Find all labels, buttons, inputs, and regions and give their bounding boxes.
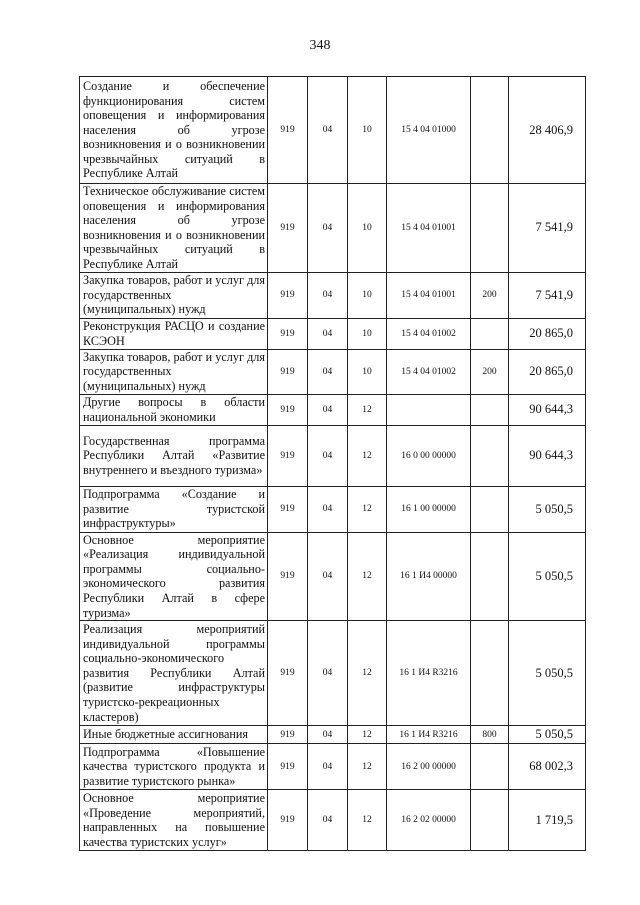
row-target-article: 16 1 И4 00000 xyxy=(387,532,471,621)
row-target-article: 15 4 04 01001 xyxy=(387,272,471,318)
row-grbs: 919 xyxy=(268,532,308,621)
row-sum: 28 406,9 xyxy=(509,77,586,184)
row-section: 04 xyxy=(308,790,348,851)
row-sum: 20 865,0 xyxy=(509,318,586,349)
row-section: 04 xyxy=(308,532,348,621)
row-subsection: 12 xyxy=(348,726,387,744)
row-sum: 5 050,5 xyxy=(509,726,586,744)
row-name: Закупка товаров, работ и услуг для государственных (муниципальных) нужд xyxy=(80,272,268,318)
row-subsection: 12 xyxy=(348,744,387,790)
table-row xyxy=(80,744,586,790)
row-name: Реконструкция РАСЦО и создание КСЭОН xyxy=(80,318,268,349)
table-row xyxy=(80,77,586,184)
row-target-article: 16 2 02 00000 xyxy=(387,790,471,851)
row-name: Закупка товаров, работ и услуг для государственных (муниципальных) нужд xyxy=(80,349,268,394)
row-subsection: 12 xyxy=(348,532,387,621)
row-subsection: 10 xyxy=(348,77,387,184)
row-name: Подпрограмма «Повышение качества туристского продукта и развитие туристского рынка» xyxy=(80,744,268,790)
row-name: Основное мероприятие «Проведение мероприятий, направленных на повышение качества туристских услуг» xyxy=(80,790,268,851)
row-section: 04 xyxy=(308,394,348,425)
row-expense-type xyxy=(471,77,509,184)
row-target-article: 15 4 04 01000 xyxy=(387,77,471,184)
row-sum: 5 050,5 xyxy=(509,486,586,532)
row-target-article: 16 1 00 00000 xyxy=(387,486,471,532)
row-target-article xyxy=(387,394,471,425)
table-row xyxy=(80,349,586,394)
budget-table xyxy=(79,76,586,851)
row-expense-type xyxy=(471,486,509,532)
table-row xyxy=(80,726,586,744)
row-name: Подпрограмма «Создание и развитие туристской инфраструктуры» xyxy=(80,486,268,532)
row-name: Создание и обеспечение функционирования систем оповещения и информирования населения об угрозе возникновения и о возникновении чрезвычайных ситуаций в Республике Алтай xyxy=(80,77,268,184)
table-row xyxy=(80,532,586,621)
row-expense-type xyxy=(471,394,509,425)
row-target-article: 15 4 04 01001 xyxy=(387,184,471,273)
row-name: Техническое обслуживание систем оповещения и информирования населения об угрозе возникновения и о возникновении чрезвычайных ситуаций в Республике Алтай xyxy=(80,184,268,273)
row-sum: 5 050,5 xyxy=(509,532,586,621)
table-row xyxy=(80,486,586,532)
row-subsection: 12 xyxy=(348,790,387,851)
row-section: 04 xyxy=(308,272,348,318)
row-expense-type xyxy=(471,532,509,621)
row-expense-type: 200 xyxy=(471,272,509,318)
row-subsection: 12 xyxy=(348,621,387,726)
row-name: Иные бюджетные ассигнования xyxy=(80,726,268,744)
row-sum: 90 644,3 xyxy=(509,425,586,486)
row-grbs: 919 xyxy=(268,318,308,349)
row-sum: 5 050,5 xyxy=(509,621,586,726)
row-sum: 1 719,5 xyxy=(509,790,586,851)
table-row xyxy=(80,318,586,349)
row-grbs: 919 xyxy=(268,272,308,318)
row-expense-type xyxy=(471,318,509,349)
row-name: Другие вопросы в области национальной экономики xyxy=(80,394,268,425)
row-sum: 90 644,3 xyxy=(509,394,586,425)
row-section: 04 xyxy=(308,77,348,184)
row-target-article: 16 1 И4 R3216 xyxy=(387,621,471,726)
row-section: 04 xyxy=(308,621,348,726)
row-section: 04 xyxy=(308,349,348,394)
row-grbs: 919 xyxy=(268,394,308,425)
row-subsection: 10 xyxy=(348,184,387,273)
table-row xyxy=(80,621,586,726)
page-number: 348 xyxy=(309,38,331,53)
row-expense-type: 800 xyxy=(471,726,509,744)
row-grbs: 919 xyxy=(268,790,308,851)
table-row xyxy=(80,394,586,425)
row-subsection: 10 xyxy=(348,318,387,349)
row-expense-type xyxy=(471,790,509,851)
row-expense-type xyxy=(471,621,509,726)
row-target-article: 15 4 04 01002 xyxy=(387,318,471,349)
row-target-article: 15 4 04 01002 xyxy=(387,349,471,394)
row-section: 04 xyxy=(308,744,348,790)
row-section: 04 xyxy=(308,425,348,486)
row-grbs: 919 xyxy=(268,77,308,184)
row-target-article: 16 0 00 00000 xyxy=(387,425,471,486)
row-target-article: 16 2 00 00000 xyxy=(387,744,471,790)
row-subsection: 12 xyxy=(348,486,387,532)
row-sum: 68 002,3 xyxy=(509,744,586,790)
row-section: 04 xyxy=(308,726,348,744)
table-row xyxy=(80,184,586,273)
row-grbs: 919 xyxy=(268,621,308,726)
row-grbs: 919 xyxy=(268,349,308,394)
row-name: Основное мероприятие «Реализация индивидуальной программы социально-экономического развития Республики Алтай в сфере туризма» xyxy=(80,532,268,621)
row-grbs: 919 xyxy=(268,425,308,486)
row-name: Реализация мероприятий индивидуальной программы социально-экономического развития Республики Алтай (развитие инфраструктуры туристско-рекреационных кластеров) xyxy=(80,621,268,726)
row-expense-type xyxy=(471,184,509,273)
row-section: 04 xyxy=(308,318,348,349)
row-subsection: 10 xyxy=(348,349,387,394)
row-sum: 7 541,9 xyxy=(509,272,586,318)
row-subsection: 12 xyxy=(348,394,387,425)
row-section: 04 xyxy=(308,184,348,273)
row-expense-type: 200 xyxy=(471,349,509,394)
table-row xyxy=(80,790,586,851)
row-grbs: 919 xyxy=(268,486,308,532)
row-subsection: 10 xyxy=(348,272,387,318)
row-target-article: 16 1 И4 R3216 xyxy=(387,726,471,744)
table-row xyxy=(80,272,586,318)
row-grbs: 919 xyxy=(268,744,308,790)
row-expense-type xyxy=(471,744,509,790)
row-name: Государственная программа Республики Алтай «Развитие внутреннего и въездного туризма» xyxy=(80,425,268,486)
row-sum: 20 865,0 xyxy=(509,349,586,394)
row-section: 04 xyxy=(308,486,348,532)
row-expense-type xyxy=(471,425,509,486)
row-grbs: 919 xyxy=(268,184,308,273)
row-sum: 7 541,9 xyxy=(509,184,586,273)
row-subsection: 12 xyxy=(348,425,387,486)
table-row xyxy=(80,425,586,486)
row-grbs: 919 xyxy=(268,726,308,744)
